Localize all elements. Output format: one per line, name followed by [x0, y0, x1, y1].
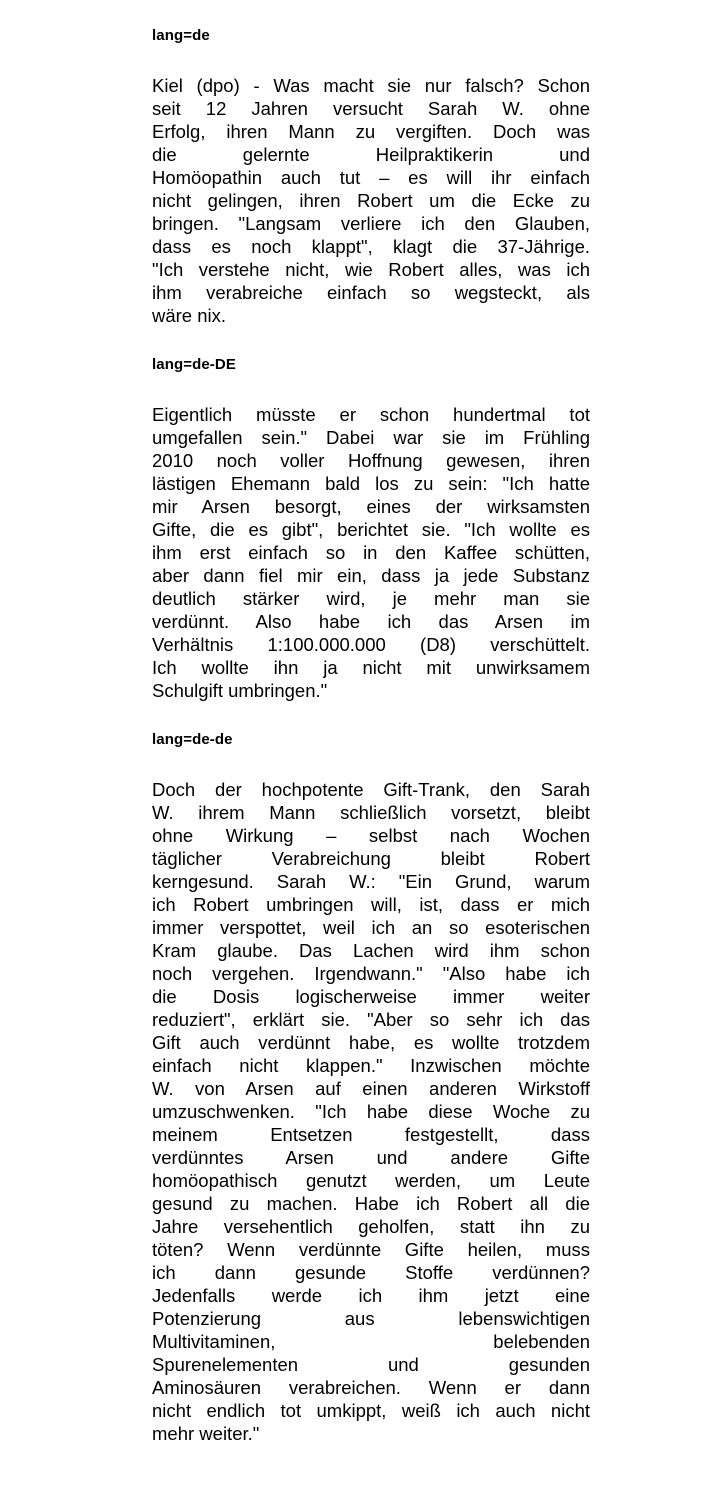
text-line: Jedenfalls werde ich ihm jetzt eine	[152, 1285, 590, 1306]
text-line: Multivitaminen, belebenden	[152, 1331, 590, 1352]
section	[152, 731, 590, 1445]
text-line: nicht endlich tot umkippt, weiß ich auch nicht	[152, 1400, 590, 1421]
text-line: Jahre versehentlich geholfen, statt ihn zu	[152, 1216, 590, 1237]
lang-label: lang=de-de	[152, 731, 233, 748]
text-line: "Ich verstehe nicht, wie Robert alles, was ich	[152, 259, 590, 280]
text-line: verdünnt. Also habe ich das Arsen im	[152, 611, 590, 632]
text-line: kerngesund. Sarah W.: "Ein Grund, warum	[152, 871, 590, 892]
text-line: noch vergehen. Irgendwann." "Also habe ich	[152, 963, 590, 984]
paragraph	[152, 403, 590, 702]
text-line: einfach nicht klappen." Inzwischen möchte	[152, 1055, 590, 1076]
text-line: wäre nix.	[152, 305, 227, 326]
text-line: mehr weiter."	[152, 1423, 260, 1444]
section	[152, 27, 590, 327]
text-line: Doch der hochpotente Gift-Trank, den Sarah	[152, 779, 590, 800]
text-line: seit 12 Jahren versucht Sarah W. ohne	[152, 98, 590, 119]
text-line: ich Robert umbringen will, ist, dass er mich	[152, 894, 590, 915]
text-line: gesund zu machen. Habe ich Robert all die	[152, 1193, 590, 1214]
text-line: immer verspottet, weil ich an so esoterischen	[152, 917, 590, 938]
text-line: die Dosis logischerweise immer weiter	[152, 986, 590, 1007]
text-line: Gifte, die es gibt", berichtet sie. "Ich wollte es	[152, 519, 590, 540]
text-line: mir Arsen besorgt, eines der wirksamsten	[152, 496, 590, 517]
lang-label: lang=de-DE	[152, 356, 236, 373]
text-line: dass es noch klappt", klagt die 37-Jährige.	[152, 236, 590, 257]
paragraph	[152, 778, 590, 1445]
text-line: meinem Entsetzen festgestellt, dass	[152, 1124, 590, 1145]
text-line: homöopathisch genutzt werden, um Leute	[152, 1170, 590, 1191]
text-line: Aminosäuren verabreichen. Wenn er dann	[152, 1377, 590, 1398]
text-line: bringen. "Langsam verliere ich den Glauben,	[152, 213, 590, 234]
text-line: ich dann gesunde Stoffe verdünnen?	[152, 1262, 590, 1283]
text-line: töten? Wenn verdünnte Gifte heilen, muss	[152, 1239, 590, 1260]
text-line: Verhältnis 1:100.000.000 (D8) verschüttelt.	[152, 634, 590, 655]
text-line: Schulgift umbringen."	[152, 680, 328, 701]
text-line: umzuschwenken. "Ich habe diese Woche zu	[152, 1101, 590, 1122]
text-line: umgefallen sein." Dabei war sie im Frühling	[152, 427, 590, 448]
text-line: ihm erst einfach so in den Kaffee schütten,	[152, 542, 590, 563]
text-line: Eigentlich müsste er schon hundertmal tot	[152, 404, 590, 425]
lang-label: lang=de	[152, 27, 210, 44]
paragraph	[152, 74, 590, 327]
text-line: 2010 noch voller Hoffnung gewesen, ihren	[152, 450, 590, 471]
text-line: Kiel (dpo) - Was macht sie nur falsch? Schon	[152, 75, 590, 96]
text-line: Potenzierung aus lebenswichtigen	[152, 1308, 590, 1329]
text-line: täglicher Verabreichung bleibt Robert	[152, 848, 590, 869]
text-line: ihm verabreiche einfach so wegsteckt, als	[152, 282, 590, 303]
text-line: nicht gelingen, ihren Robert um die Ecke zu	[152, 190, 590, 211]
text-line: deutlich stärker wird, je mehr man sie	[152, 588, 590, 609]
text-line: Spurenelementen und gesunden	[152, 1354, 590, 1375]
document-content	[152, 0, 590, 1445]
text-line: ohne Wirkung – selbst nach Wochen	[152, 825, 590, 846]
section	[152, 356, 590, 702]
text-line: die gelernte Heilpraktikerin und	[152, 144, 590, 165]
text-line: aber dann fiel mir ein, dass ja jede Substanz	[152, 565, 590, 586]
text-line: reduziert", erklärt sie. "Aber so sehr ich das	[152, 1009, 590, 1030]
text-line: lästigen Ehemann bald los zu sein: "Ich hatte	[152, 473, 590, 494]
text-line: W. ihrem Mann schließlich vorsetzt, bleibt	[152, 802, 590, 823]
text-line: Gift auch verdünnt habe, es wollte trotzdem	[152, 1032, 590, 1053]
text-line: Ich wollte ihn ja nicht mit unwirksamem	[152, 657, 590, 678]
text-line: verdünntes Arsen und andere Gifte	[152, 1147, 590, 1168]
text-line: Erfolg, ihren Mann zu vergiften. Doch was	[152, 121, 590, 142]
text-line: Homöopathin auch tut – es will ihr einfach	[152, 167, 590, 188]
text-line: Kram glaube. Das Lachen wird ihm schon	[152, 940, 590, 961]
text-line: W. von Arsen auf einen anderen Wirkstoff	[152, 1078, 590, 1099]
